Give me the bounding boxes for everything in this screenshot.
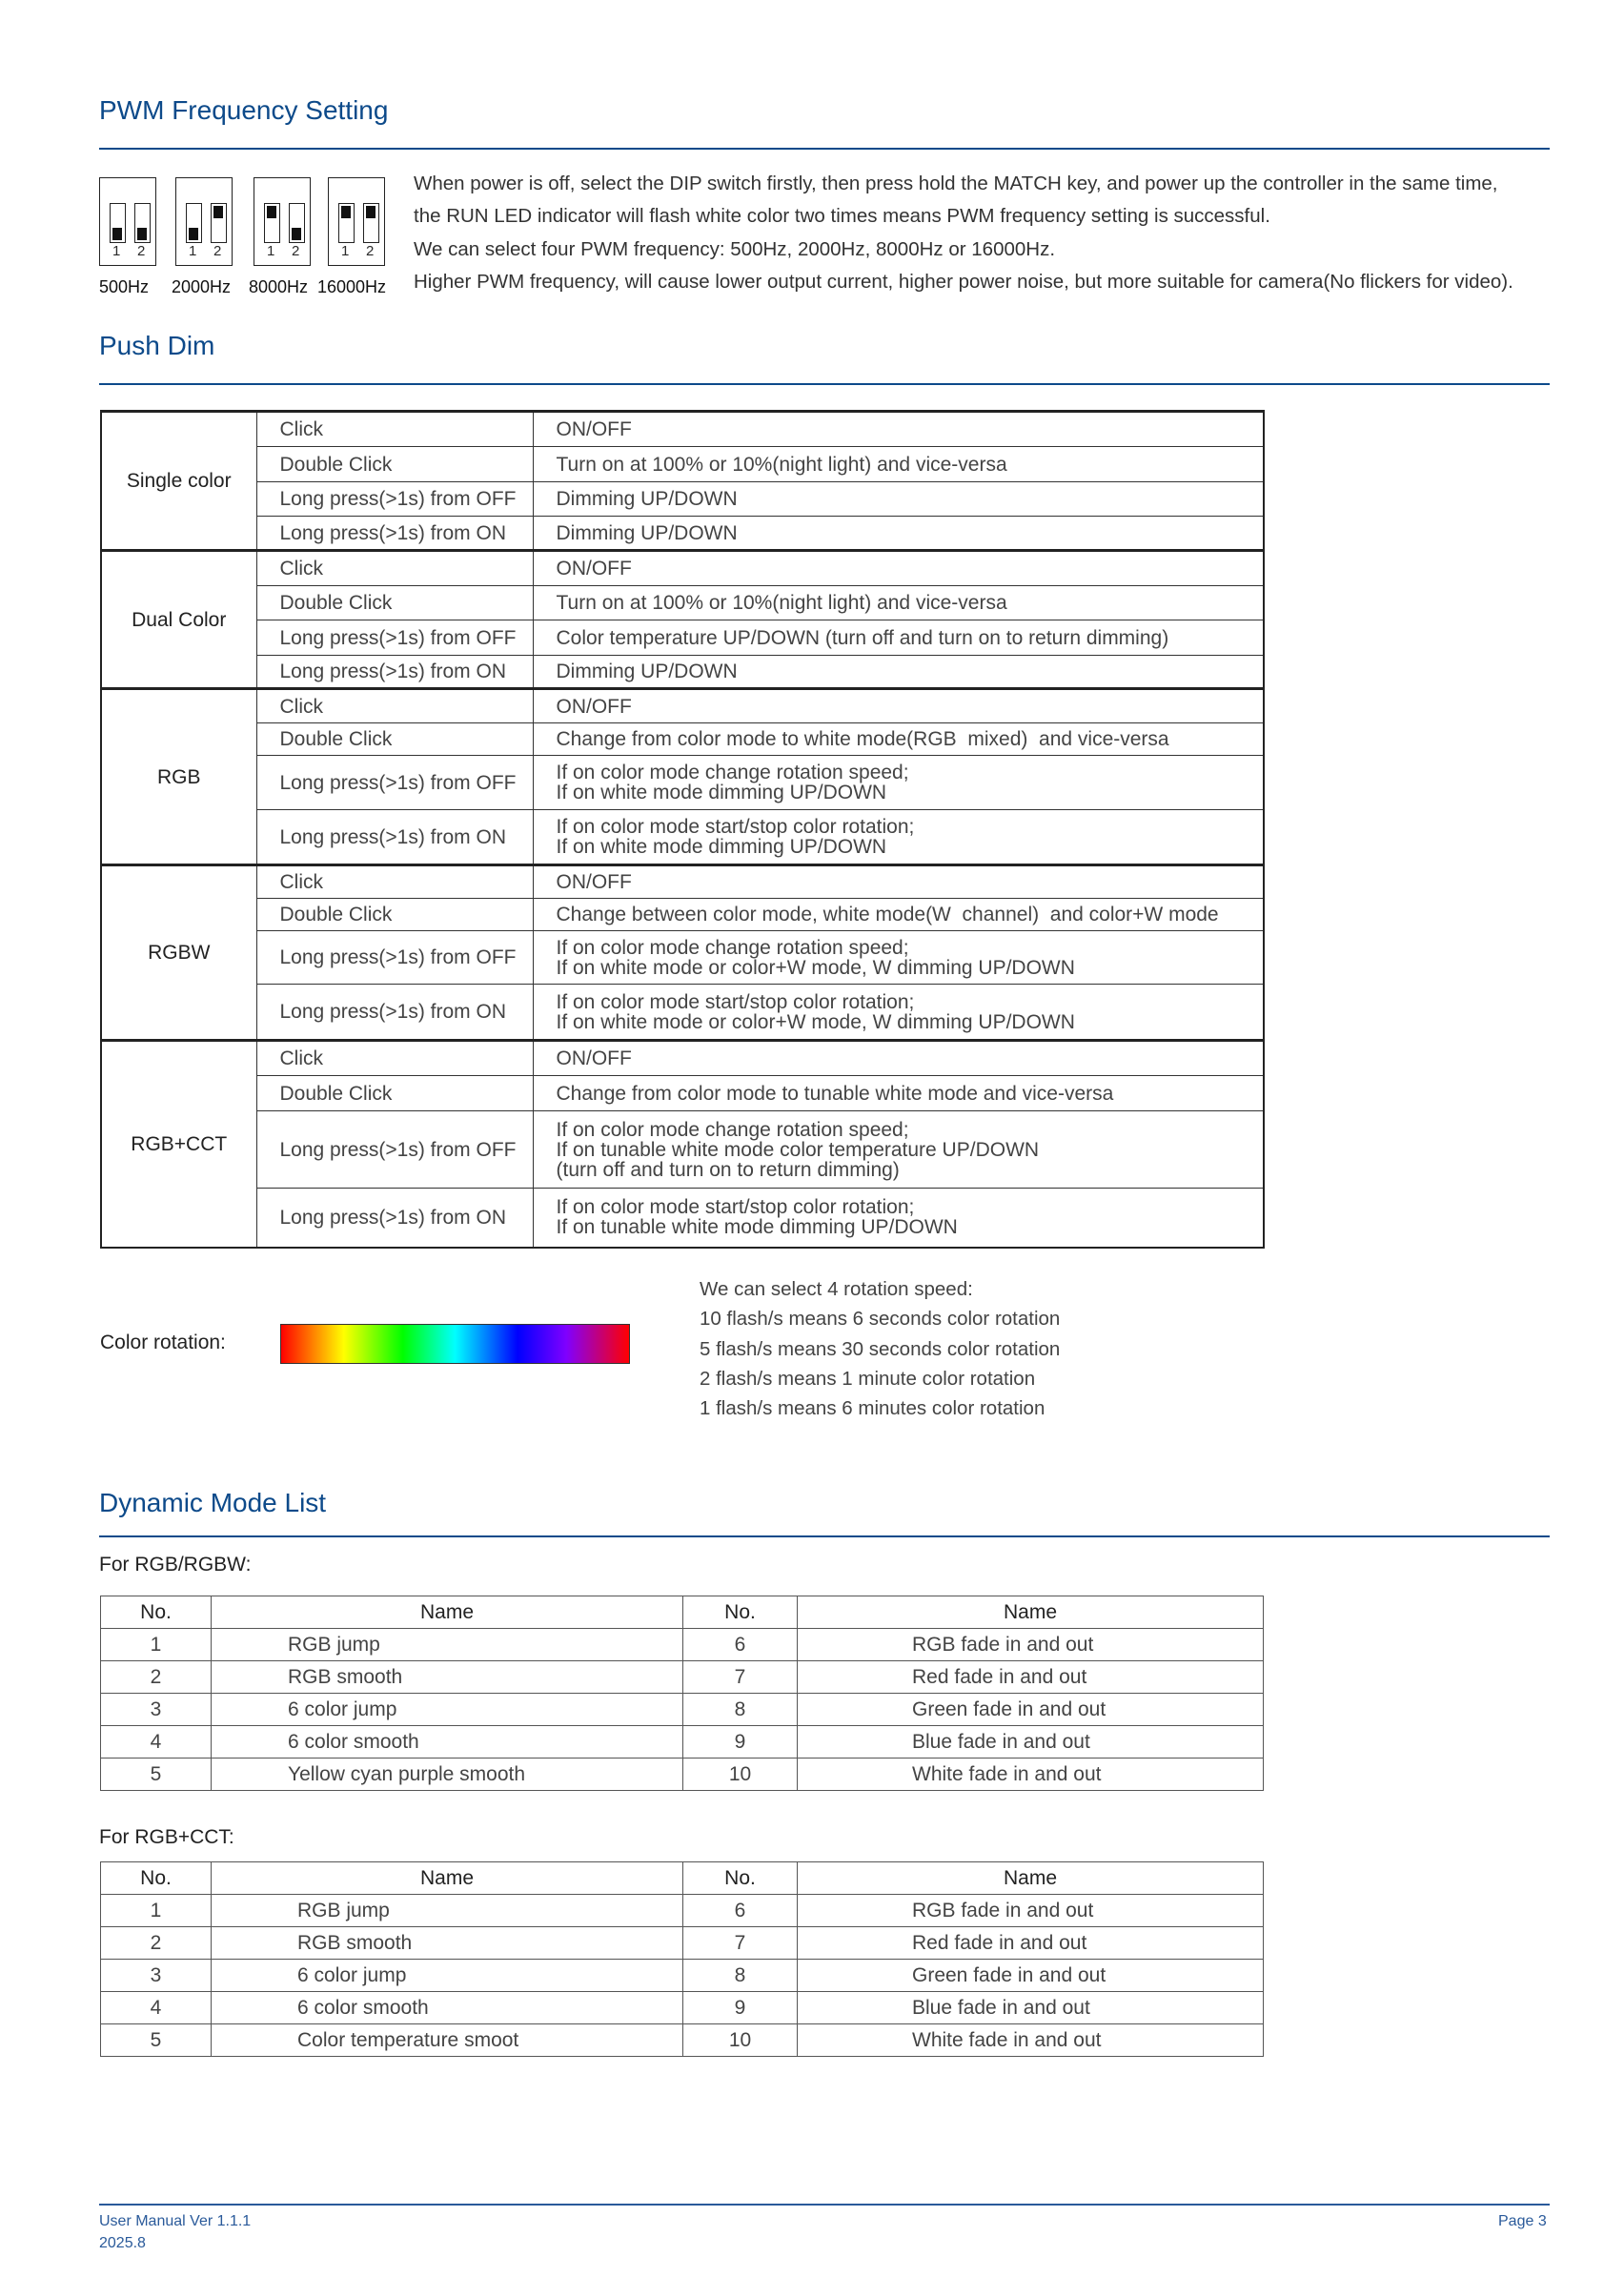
mode-name: RGB jump xyxy=(212,1629,683,1661)
function-cell xyxy=(533,689,1264,723)
frequency-label: 8000Hz xyxy=(249,277,309,296)
table-row xyxy=(101,482,1264,517)
mode-name: Color temperature smoot xyxy=(212,2024,683,2057)
switch-knob xyxy=(366,206,376,218)
switch-number: 2 xyxy=(213,243,222,259)
function-line: If on color mode change rotation speed; xyxy=(556,762,909,783)
switch-number: 1 xyxy=(112,243,121,259)
frequency-label: 500Hz xyxy=(99,277,150,296)
column-header: Name xyxy=(798,1862,1264,1895)
switch-knob xyxy=(292,228,301,240)
action-cell: Long press(>1s) from ON xyxy=(256,656,533,689)
switch-knob xyxy=(112,228,122,240)
table-row xyxy=(101,985,1264,1041)
column-header: No. xyxy=(683,1596,798,1629)
switch-slot xyxy=(338,203,355,243)
mode-number: 8 xyxy=(683,1694,798,1726)
switch-number: 1 xyxy=(189,243,197,259)
function-line: (turn off and turn on to return dimming) xyxy=(556,1158,900,1181)
switch-slot xyxy=(264,203,280,243)
dip-switch xyxy=(254,177,311,266)
mode-name: 6 color smooth xyxy=(212,1726,683,1759)
mode-number: 2 xyxy=(101,1927,212,1960)
mode-number: 5 xyxy=(101,1759,212,1791)
function-cell xyxy=(533,551,1264,586)
function-line: If on color mode change rotation speed; xyxy=(556,1118,909,1141)
action-cell: Click xyxy=(256,412,533,447)
table-row xyxy=(101,1895,1264,1927)
table-row xyxy=(101,620,1264,656)
table-label: For RGB+CCT: xyxy=(99,1826,234,1848)
mode-number: 10 xyxy=(683,2024,798,2057)
column-header: No. xyxy=(683,1862,798,1895)
action-cell: Click xyxy=(256,689,533,723)
function-cell xyxy=(533,447,1264,482)
group-name: RGB+CCT xyxy=(101,1041,256,1248)
function-cell xyxy=(533,1041,1264,1076)
action-cell: Click xyxy=(256,551,533,586)
table-row xyxy=(101,1629,1264,1661)
switch-knob xyxy=(341,206,351,218)
function-line: ON/OFF xyxy=(556,418,632,440)
column-header: Name xyxy=(212,1596,683,1629)
table-row xyxy=(101,447,1264,482)
action-cell: Long press(>1s) from OFF xyxy=(256,482,533,517)
mode-name: RGB fade in and out xyxy=(798,1629,1264,1661)
table-row xyxy=(101,689,1264,723)
dynamic-mode-table xyxy=(100,1596,1264,1791)
mode-name: White fade in and out xyxy=(798,2024,1264,2057)
function-line: Dimming UP/DOWN xyxy=(556,661,738,682)
mode-name: RGB smooth xyxy=(212,1927,683,1960)
function-line: Color temperature UP/DOWN (turn off and turn on to return dimming) xyxy=(556,626,1169,649)
mode-name: White fade in and out xyxy=(798,1759,1264,1791)
function-line: Change from color mode to tunable white mode and vice-versa xyxy=(556,1082,1114,1105)
table-row xyxy=(101,723,1264,756)
pwm-text-line: We can select four PWM frequency: 500Hz, 2000Hz, 8000Hz or 16000Hz. xyxy=(414,238,1056,260)
mode-name: RGB fade in and out xyxy=(798,1895,1264,1927)
function-cell xyxy=(533,723,1264,756)
frequency-label: 2000Hz xyxy=(172,277,232,296)
group-name: RGBW xyxy=(101,865,256,1041)
column-header: No. xyxy=(101,1596,212,1629)
function-cell xyxy=(533,482,1264,517)
dip-switch xyxy=(328,177,385,266)
table-row xyxy=(101,2024,1264,2057)
table-row xyxy=(101,1726,1264,1759)
function-cell xyxy=(533,620,1264,656)
action-cell: Click xyxy=(256,865,533,899)
mode-number: 3 xyxy=(101,1694,212,1726)
mode-name: RGB jump xyxy=(212,1895,683,1927)
function-line: If on tunable white mode color temperature UP/DOWN xyxy=(556,1138,1040,1161)
mode-number: 4 xyxy=(101,1992,212,2024)
function-line: If on white mode or color+W mode, W dimming UP/DOWN xyxy=(556,1010,1075,1033)
action-cell: Long press(>1s) from ON xyxy=(256,985,533,1041)
switch-number: 2 xyxy=(137,243,146,259)
table-row xyxy=(101,586,1264,620)
action-cell: Long press(>1s) from ON xyxy=(256,1189,533,1248)
pwm-section-title: PWM Frequency Setting xyxy=(99,95,389,125)
table-row xyxy=(101,1041,1264,1076)
action-cell: Long press(>1s) from ON xyxy=(256,810,533,865)
function-cell xyxy=(533,1076,1264,1111)
push-dim-section-title: Push Dim xyxy=(99,331,215,360)
table-row xyxy=(101,1992,1264,2024)
function-cell xyxy=(533,586,1264,620)
function-line: Dimming UP/DOWN xyxy=(556,521,738,544)
mode-name: Blue fade in and out xyxy=(798,1992,1264,2024)
mode-number: 5 xyxy=(101,2024,212,2057)
function-line: ON/OFF xyxy=(556,1047,632,1069)
rotation-text-line: 1 flash/s means 6 minutes color rotation xyxy=(700,1397,1045,1419)
table-row xyxy=(101,899,1264,931)
table-row xyxy=(101,756,1264,810)
table-row xyxy=(101,1927,1264,1960)
switch-knob xyxy=(213,206,223,218)
mode-name: 6 color jump xyxy=(212,1694,683,1726)
pwm-text-line: When power is off, select the DIP switch firstly, then press hold the MATCH key, and power up the controller in the same time, xyxy=(414,173,1498,194)
switch-number: 2 xyxy=(366,243,375,259)
function-cell xyxy=(533,985,1264,1041)
action-cell: Double Click xyxy=(256,723,533,756)
mode-number: 1 xyxy=(101,1629,212,1661)
footer-date: 2025.8 xyxy=(99,2235,146,2251)
rotation-text-line: We can select 4 rotation speed: xyxy=(700,1278,973,1300)
function-line: If on white mode or color+W mode, W dimming UP/DOWN xyxy=(556,956,1075,979)
mode-name: Green fade in and out xyxy=(798,1960,1264,1992)
function-line: If on color mode start/stop color rotation; xyxy=(556,990,915,1013)
column-header: Name xyxy=(798,1596,1264,1629)
function-line: Turn on at 100% or 10%(night light) and vice-versa xyxy=(556,453,1007,476)
rotation-text-line: 10 flash/s means 6 seconds color rotation xyxy=(700,1308,1061,1330)
switch-number: 1 xyxy=(267,243,275,259)
mode-number: 9 xyxy=(683,1726,798,1759)
table-row xyxy=(101,517,1264,551)
table-label: For RGB/RGBW: xyxy=(99,1554,252,1576)
switch-slot xyxy=(289,203,305,243)
action-cell: Long press(>1s) from OFF xyxy=(256,931,533,985)
table-row xyxy=(101,1661,1264,1694)
action-cell: Long press(>1s) from OFF xyxy=(256,756,533,810)
action-cell: Long press(>1s) from ON xyxy=(256,517,533,551)
action-cell: Click xyxy=(256,1041,533,1076)
header-row xyxy=(101,1596,1264,1629)
function-line: ON/OFF xyxy=(556,871,632,893)
pwm-text-line: Higher PWM frequency, will cause lower output current, higher power noise, but more suitable for camera(No flickers for video). xyxy=(414,271,1513,293)
table-row xyxy=(101,656,1264,689)
table-row xyxy=(101,1759,1264,1791)
function-line: Change from color mode to white mode(RGB mixed) and vice-versa xyxy=(556,728,1169,750)
switch-knob xyxy=(189,228,198,240)
function-cell xyxy=(533,1189,1264,1248)
table-row xyxy=(101,865,1264,899)
switch-slot xyxy=(110,203,126,243)
mode-number: 2 xyxy=(101,1661,212,1694)
mode-number: 9 xyxy=(683,1992,798,2024)
action-cell: Double Click xyxy=(256,586,533,620)
action-cell: Double Click xyxy=(256,447,533,482)
function-line: Dimming UP/DOWN xyxy=(556,488,738,510)
switch-number: 1 xyxy=(341,243,350,259)
divider xyxy=(99,1535,1550,1537)
push-dim-table xyxy=(100,410,1265,1249)
function-line: If on white mode dimming UP/DOWN xyxy=(556,836,887,858)
rotation-text-line: 2 flash/s means 1 minute color rotation xyxy=(700,1368,1036,1390)
function-line: If on color mode start/stop color rotation; xyxy=(556,816,915,838)
action-cell: Long press(>1s) from OFF xyxy=(256,1111,533,1189)
mode-name: RGB smooth xyxy=(212,1661,683,1694)
mode-name: 6 color jump xyxy=(212,1960,683,1992)
color-rotation-gradient xyxy=(280,1324,630,1364)
pwm-text-line: the RUN LED indicator will flash white color two times means PWM frequency setting is successful. xyxy=(414,205,1270,227)
column-header: No. xyxy=(101,1862,212,1895)
table-row xyxy=(101,551,1264,586)
group-name: RGB xyxy=(101,689,256,865)
switch-slot xyxy=(134,203,151,243)
mode-number: 4 xyxy=(101,1726,212,1759)
function-line: If on color mode change rotation speed; xyxy=(556,936,909,959)
function-cell xyxy=(533,412,1264,447)
mode-number: 7 xyxy=(683,1661,798,1694)
divider xyxy=(99,383,1550,385)
function-cell xyxy=(533,931,1264,985)
dip-switch xyxy=(99,177,156,266)
mode-name: Red fade in and out xyxy=(798,1927,1264,1960)
group-name: Single color xyxy=(101,412,256,551)
mode-name: 6 color smooth xyxy=(212,1992,683,2024)
function-line: If on color mode start/stop color rotation; xyxy=(556,1196,915,1219)
dynamic-mode-section-title: Dynamic Mode List xyxy=(99,1488,327,1517)
mode-number: 6 xyxy=(683,1895,798,1927)
switch-knob xyxy=(137,228,147,240)
function-cell xyxy=(533,656,1264,689)
mode-name: Red fade in and out xyxy=(798,1661,1264,1694)
function-cell xyxy=(533,865,1264,899)
function-line: Change between color mode, white mode(W channel) and color+W mode xyxy=(556,904,1219,925)
table-row xyxy=(101,1111,1264,1189)
group-name: Dual Color xyxy=(101,551,256,689)
table-row xyxy=(101,1189,1264,1248)
function-line: If on white mode dimming UP/DOWN xyxy=(556,782,887,803)
table-row xyxy=(101,931,1264,985)
function-cell xyxy=(533,899,1264,931)
footer-page-number: Page 3 xyxy=(1498,2213,1547,2229)
table-row xyxy=(101,1694,1264,1726)
rotation-text-line: 5 flash/s means 30 seconds color rotation xyxy=(700,1338,1061,1360)
table-row xyxy=(101,810,1264,865)
footer-divider xyxy=(99,2204,1550,2206)
color-rotation-label: Color rotation: xyxy=(100,1332,226,1353)
switch-slot xyxy=(363,203,379,243)
dip-switch xyxy=(175,177,233,266)
switch-slot xyxy=(186,203,202,243)
switch-knob xyxy=(267,206,276,218)
mode-number: 8 xyxy=(683,1960,798,1992)
function-cell xyxy=(533,756,1264,810)
action-cell: Double Click xyxy=(256,1076,533,1111)
mode-number: 1 xyxy=(101,1895,212,1927)
frequency-label: 16000Hz xyxy=(317,277,387,296)
mode-number: 3 xyxy=(101,1960,212,1992)
function-cell xyxy=(533,517,1264,551)
divider xyxy=(99,148,1550,150)
mode-name: Green fade in and out xyxy=(798,1694,1264,1726)
action-cell: Long press(>1s) from OFF xyxy=(256,620,533,656)
function-cell xyxy=(533,810,1264,865)
mode-name: Yellow cyan purple smooth xyxy=(212,1759,683,1791)
function-cell xyxy=(533,1111,1264,1189)
mode-number: 7 xyxy=(683,1927,798,1960)
function-line: Turn on at 100% or 10%(night light) and vice-versa xyxy=(556,592,1007,614)
function-line: ON/OFF xyxy=(556,558,632,579)
footer-manual-version: User Manual Ver 1.1.1 xyxy=(99,2213,252,2229)
table-row xyxy=(101,1076,1264,1111)
function-line: ON/OFF xyxy=(556,695,632,718)
function-line: If on tunable white mode dimming UP/DOWN xyxy=(556,1216,958,1239)
action-cell: Double Click xyxy=(256,899,533,931)
table-row xyxy=(101,412,1264,447)
column-header: Name xyxy=(212,1862,683,1895)
header-row xyxy=(101,1862,1264,1895)
dynamic-mode-table xyxy=(100,1861,1264,2057)
switch-slot xyxy=(211,203,227,243)
table-row xyxy=(101,1960,1264,1992)
switch-number: 2 xyxy=(292,243,300,259)
mode-number: 10 xyxy=(683,1759,798,1791)
mode-number: 6 xyxy=(683,1629,798,1661)
mode-name: Blue fade in and out xyxy=(798,1726,1264,1759)
